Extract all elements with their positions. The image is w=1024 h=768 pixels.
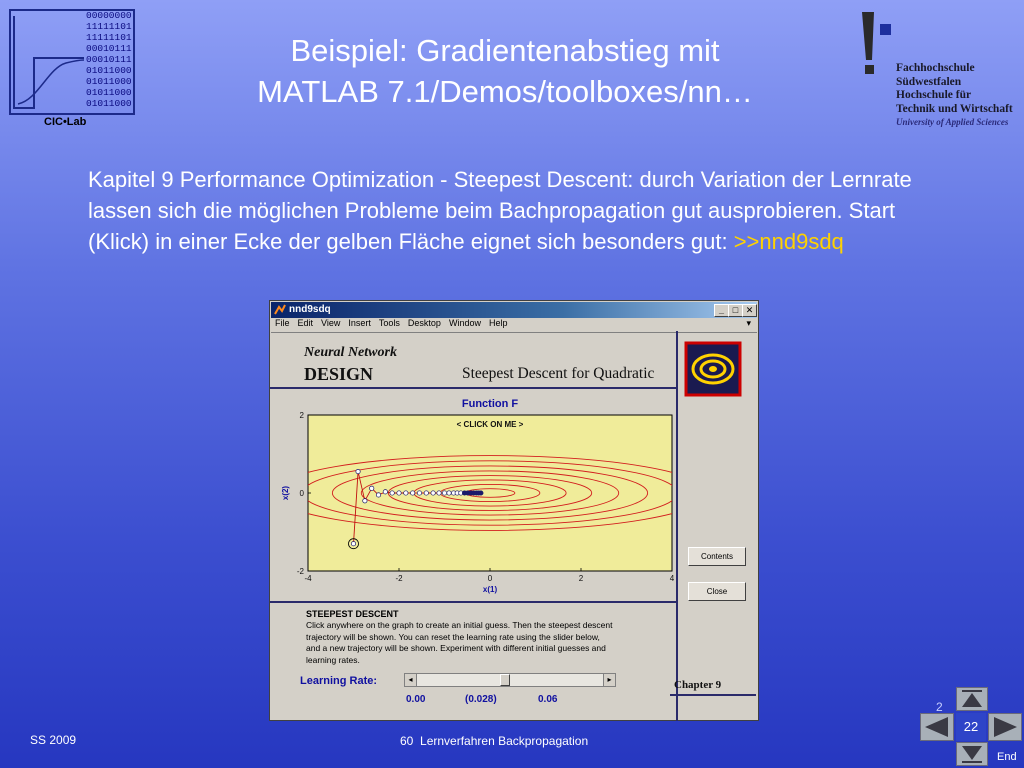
menu-bar: [271, 318, 757, 332]
learning-rate-slider[interactable]: [404, 673, 616, 687]
brand-line2: DESIGN: [304, 364, 374, 384]
nav-up-icon[interactable]: [956, 687, 988, 711]
learning-rate-label: Learning Rate:: [300, 675, 378, 687]
menu-arrow-icon[interactable]: ▾: [746, 318, 751, 328]
trajectory-point: [383, 490, 387, 494]
logo-bits: 00000000 11111101 11111101 00010111 00010111 01011000 01011000 01011000 01011000: [86, 10, 132, 109]
trajectory-point: [442, 491, 446, 495]
lr-value: (0.028): [465, 694, 497, 705]
trajectory-point: [356, 469, 360, 473]
x-tick-label: -4: [304, 574, 312, 583]
minimize-button[interactable]: _: [714, 304, 729, 317]
maximize-button[interactable]: □: [728, 304, 743, 317]
demo-link[interactable]: >>nnd9sdq: [733, 229, 844, 254]
slider-right-arrow-icon[interactable]: ▸: [603, 674, 615, 686]
right-divider: [676, 331, 678, 721]
close-button[interactable]: Close: [688, 582, 746, 601]
y-axis-label: x(2): [281, 485, 290, 501]
chapter-logo-icon: [684, 341, 742, 397]
trajectory-point: [410, 491, 414, 495]
menu-edit[interactable]: Edit: [297, 318, 314, 328]
contents-button[interactable]: Contents: [688, 547, 746, 566]
trajectory-point: [397, 491, 401, 495]
matlab-icon: [274, 304, 286, 316]
nav-prev-icon[interactable]: [920, 713, 954, 741]
logo-label: CIC•Lab: [44, 116, 87, 128]
trajectory-point: [390, 491, 394, 495]
menu-help[interactable]: Help: [488, 318, 508, 328]
brand-line1: Neural Network: [304, 345, 397, 360]
slider-thumb[interactable]: [500, 674, 510, 686]
menu-view[interactable]: View: [321, 318, 341, 328]
slide-title: Beispiel: Gradientenabstieg mit MATLAB 7.1/Demos/toolboxes/nn…: [257, 33, 753, 109]
institution-name: Fachhochschule Südwestfalen Hochschule für Technik und Wirtschaft University of Applied Sciences: [896, 62, 1013, 127]
menu-tools[interactable]: Tools: [378, 318, 400, 328]
window-titlebar[interactable]: [271, 302, 757, 318]
trajectory-point: [417, 491, 421, 495]
menu-desktop[interactable]: Desktop: [407, 318, 441, 328]
y-tick-label: 2: [299, 411, 304, 420]
menu-file[interactable]: File: [275, 318, 290, 328]
matlab-window: [269, 300, 759, 721]
trajectory-point: [404, 491, 408, 495]
x-tick-label: -2: [395, 574, 403, 583]
page-number-small: 2: [936, 700, 943, 714]
trajectory-point: [363, 499, 367, 503]
contour-plot[interactable]: [280, 409, 676, 599]
menu-window[interactable]: Window: [448, 318, 481, 328]
description: STEEPEST DESCENT Click anywhere on the graph to create an initial guess. Then the steepest descent trajectory will be shown. You can reset the learning rate using the slider below, and a new trajectory will be shown. Experiment with different initial guesses and learning rates.: [306, 609, 613, 665]
nav-next-icon[interactable]: [988, 713, 1022, 741]
semester: SS 2009: [30, 733, 77, 747]
chapter-label: Chapter 9: [674, 679, 722, 691]
chapter-rule: [670, 694, 756, 696]
desc-rule: [270, 601, 676, 603]
current-page[interactable]: 22: [956, 713, 986, 741]
lr-min: 0.00: [406, 694, 426, 705]
trajectory-point: [479, 491, 483, 495]
menu-insert[interactable]: Insert: [348, 318, 371, 328]
window-title: nnd9sdq: [289, 304, 331, 315]
trajectory-point: [447, 491, 451, 495]
x-axis-label: x(1): [482, 585, 498, 594]
footer-chapter: 60 Lernverfahren Backpropagation: [400, 734, 589, 748]
nav-down-icon[interactable]: [956, 742, 988, 766]
slide-body: Kapitel 9 Performance Optimization - Steepest Descent: durch Variation der Lernrate lassen sich die möglichen Probleme beim Bachpropagation gut ausprobieren. Start (Klick) in einer Ecke der gelben Fläche eignet sich besonders gut: >>nnd9sdq: [88, 167, 912, 254]
trajectory-point: [370, 486, 374, 490]
exclamation-logo-icon: [856, 10, 896, 76]
trajectory-point: [437, 491, 441, 495]
slider-left-arrow-icon[interactable]: ◂: [405, 674, 417, 686]
trajectory-point: [351, 542, 355, 546]
click-on-me-label: < CLICK ON ME >: [456, 420, 524, 429]
x-tick-label: 2: [578, 574, 584, 583]
close-window-button[interactable]: ✕: [742, 304, 757, 317]
header-rule: [270, 387, 676, 389]
lr-max: 0.06: [538, 694, 558, 705]
x-tick-label: 4: [669, 574, 675, 583]
y-tick-label: 0: [299, 489, 304, 498]
end-link[interactable]: End: [997, 751, 1017, 763]
trajectory-point: [376, 493, 380, 497]
plot-title: Function F: [461, 398, 519, 410]
y-tick-label: -2: [296, 567, 304, 576]
trajectory-point: [424, 491, 428, 495]
x-tick-label: 0: [487, 574, 493, 583]
trajectory-point: [431, 491, 435, 495]
demo-title: Steepest Descent for Quadratic: [462, 365, 655, 382]
